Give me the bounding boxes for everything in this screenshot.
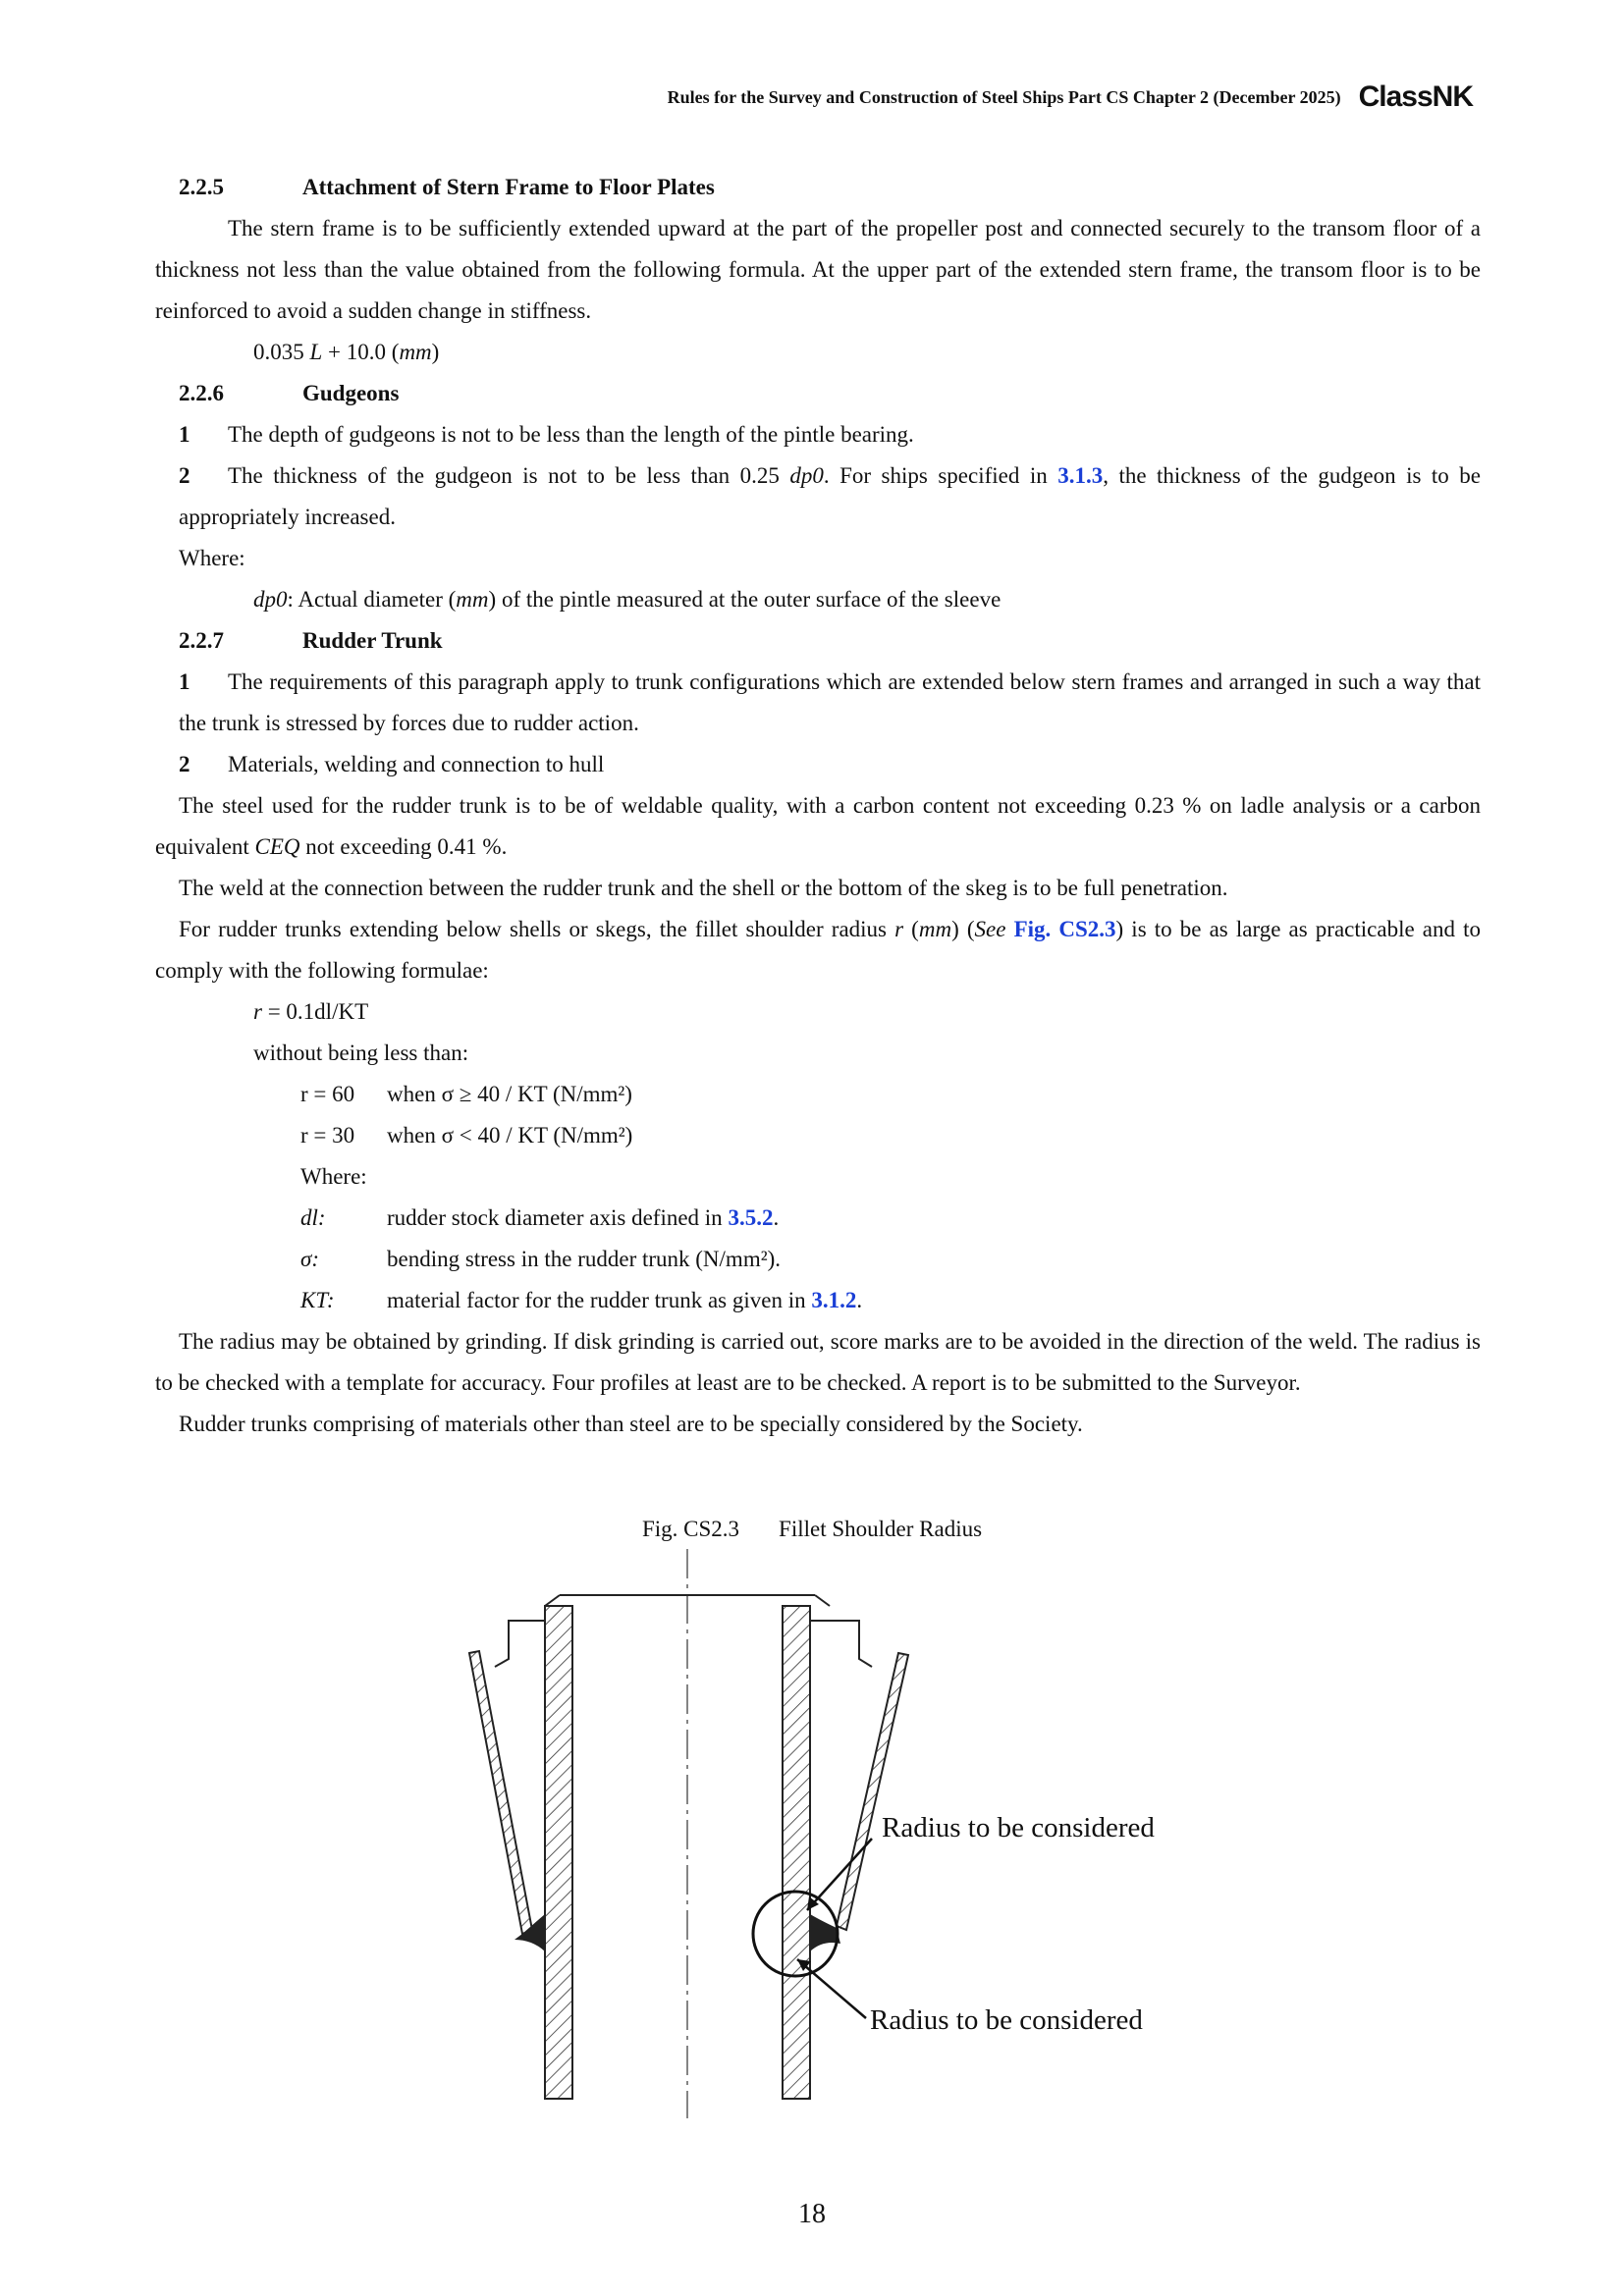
condition-2: r = 30 when σ < 40 / KT (N/mm²) bbox=[300, 1123, 633, 1148]
trunk-item-2: 2 Materials, welding and connection to hull bbox=[179, 752, 605, 776]
link-fig-cs2-3[interactable]: Fig. CS2.3 bbox=[1013, 917, 1116, 941]
figure-caption: Fig. CS2.3 Fillet Shoulder Radius bbox=[641, 1517, 983, 1541]
definition-dp0: dp0: Actual diameter (mm) of the pintle measured at the outer surface of the sleeve bbox=[253, 587, 1001, 612]
gudgeon-item-1: 1 The depth of gudgeons is not to be less than the length of the pintle bearing. bbox=[179, 422, 914, 447]
definition-sigma: σ: bending stress in the rudder trunk (N/mm²). bbox=[300, 1247, 782, 1271]
paragraph-fillet: For rudder trunks extending below shells or skegs, the fillet shoulder radius r (mm) (See Fig. CS2.3) is to be as large as practicable and to comply with the following formulae: bbox=[155, 917, 1481, 983]
section-heading-2-2-7: 2.2.7 Rudder Trunk bbox=[179, 628, 443, 653]
gudgeon-item-2: 2 The thickness of the gudgeon is not to be less than 0.25 dp0. For ships specified in 3.1.3, the thickness of the gudgeon is to be appropriately increased. bbox=[179, 463, 1481, 529]
header-title: Rules for the Survey and Construction of Steel Ships Part CS Chapter 2 (December 2025) bbox=[667, 86, 1341, 107]
label-radius-top: Radius to be considered bbox=[882, 1812, 1155, 1843]
left-trunk-wall bbox=[545, 1606, 572, 2099]
formula-transom-floor: 0.035 L + 10.0 (mm) bbox=[253, 340, 440, 364]
page-number: 18 bbox=[798, 2199, 826, 2229]
definition-dl: dl: rudder stock diameter axis defined in 3.5.2. bbox=[300, 1205, 780, 1230]
paragraph-stern-frame: The stern frame is to be sufficiently extended upward at the part of the propeller post and connected securely to the transom floor of a thickness not less than the value obtained from the following formula. At the upper part of the extended stern frame, the transom floor is to be reinforced to avoid a sudden change in stiffness. bbox=[155, 216, 1481, 323]
right-trunk-wall bbox=[783, 1606, 810, 2099]
paragraph-steel: The steel used for the rudder trunk is to be of weldable quality, with a carbon content not exceeding 0.23 % on ladle analysis or a carbon equivalent CEQ not exceeding 0.41 %. bbox=[155, 793, 1481, 859]
paragraph-radius: The radius may be obtained by grinding. If disk grinding is carried out, score marks are to be avoided in the direction of the weld. The radius is to be checked with a template for accuracy. Four profiles at least are to be checked. A report is to be submitted to the Surveyor. bbox=[155, 1329, 1481, 1395]
document-body bbox=[155, 167, 1481, 1445]
link-3-1-2[interactable]: 3.1.2 bbox=[811, 1288, 857, 1312]
section-heading-2-2-6: 2.2.6 Gudgeons bbox=[179, 381, 400, 405]
classnk-logo: ClassNK bbox=[1358, 80, 1473, 113]
right-shell-plate bbox=[837, 1653, 908, 1930]
left-shell-plate bbox=[469, 1651, 532, 1934]
fillet-shoulder-radius-figure bbox=[412, 1549, 1155, 2118]
section-heading-2-2-5: 2.2.5 Attachment of Stern Frame to Floor Plates bbox=[179, 175, 715, 199]
definition-kt: KT: material factor for the rudder trunk as given in 3.1.2. bbox=[300, 1288, 863, 1312]
page-header bbox=[550, 80, 1473, 114]
paragraph-other-materials: Rudder trunks comprising of materials other than steel are to be specially considered by the Society. bbox=[179, 1412, 1083, 1436]
formula-radius: r = 0.1dl/KT bbox=[253, 999, 369, 1024]
label-radius-bottom: Radius to be considered bbox=[870, 2004, 1143, 2036]
without-label: without being less than: bbox=[253, 1041, 469, 1065]
condition-1: r = 60 when σ ≥ 40 / KT (N/mm²) bbox=[300, 1082, 632, 1106]
paragraph-weld: The weld at the connection between the rudder trunk and the shell or the bottom of the skeg is to be full penetration. bbox=[179, 876, 1228, 900]
where-label: Where: bbox=[179, 546, 245, 570]
trunk-item-1: 1 The requirements of this paragraph apply to trunk configurations which are extended below stern frames and arranged in such a way that the trunk is stressed by forces due to rudder action. bbox=[179, 669, 1481, 735]
link-3-5-2[interactable]: 3.5.2 bbox=[728, 1205, 774, 1230]
link-3-1-3[interactable]: 3.1.3 bbox=[1057, 463, 1104, 488]
where-label-2: Where: bbox=[300, 1164, 367, 1189]
